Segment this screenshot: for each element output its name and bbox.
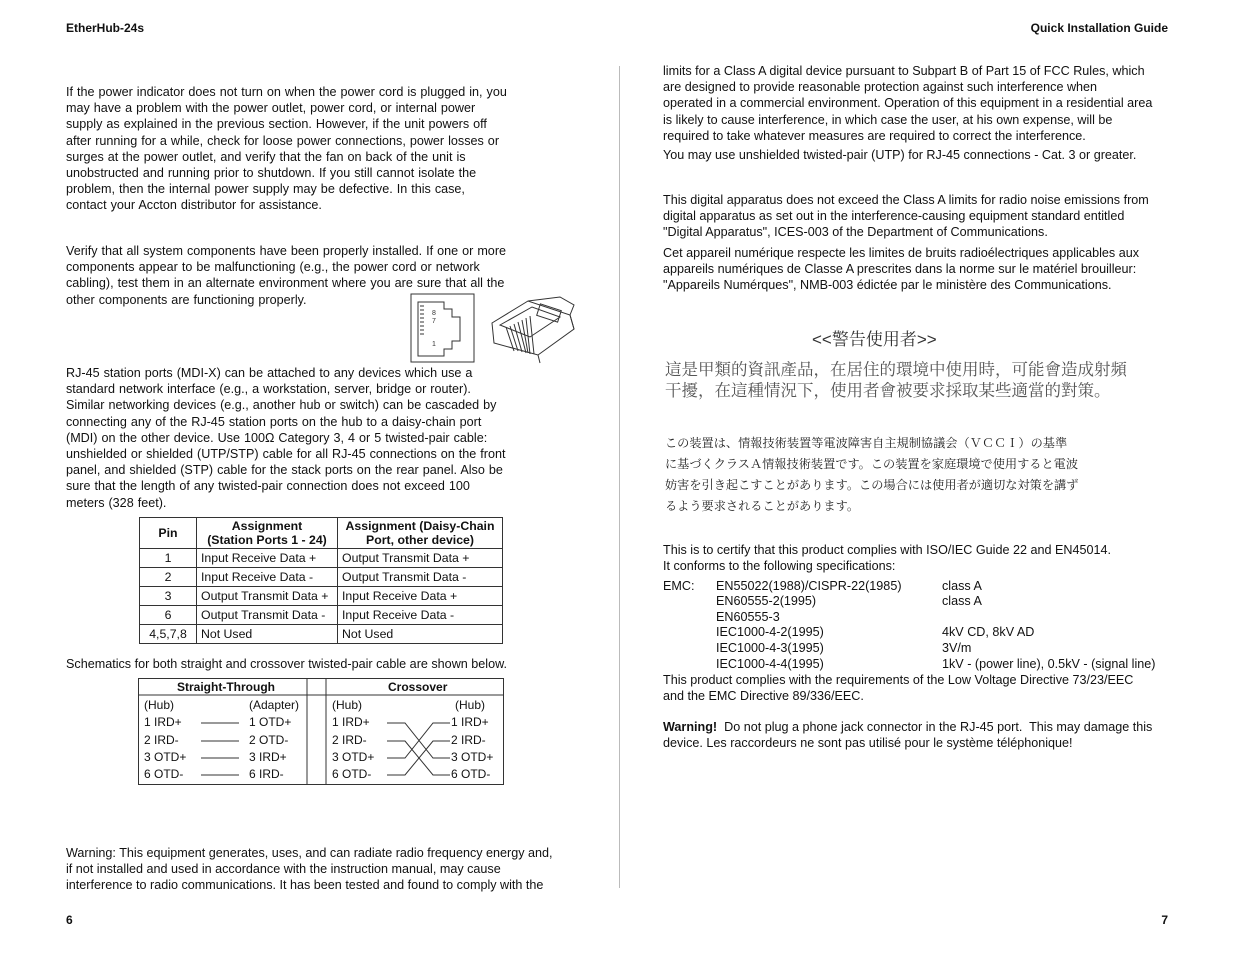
utp-note: You may use unshielded twisted-pair (UTP) for RJ-45 connections - Cat. 3 or greater.: [663, 148, 1137, 162]
vcci-line-2: に基づくクラスＡ情報技術装置です。この装置を家庭環境で使用すると電波: [665, 457, 1079, 471]
table-row: 4,5,7,8 Not Used Not Used: [140, 625, 503, 644]
pin-assignment-table: [139, 517, 503, 644]
emc-spec-standard: IEC1000-4-2(1995): [716, 625, 824, 639]
crossover-title: Crossover: [388, 680, 448, 694]
running-header-left: EtherHub-24s: [66, 21, 145, 35]
port-pin-label-8: 8: [432, 310, 436, 317]
running-header-right: Quick Installation Guide: [1030, 21, 1168, 35]
port-pin-label-7: 7: [432, 318, 436, 325]
emc-spec-value: 3V/m: [942, 641, 972, 655]
emc-spec-value: class A: [942, 594, 982, 608]
fcc-warning-paragraph: Warning: This equipment generates, uses, and can radiate radio frequency energy and, if not installed and used in accordance with the instruction manual, may cause interference to radio communications. It has been tested and found to comply with the: [66, 846, 553, 893]
emc-spec-standard: EN60555-3: [716, 610, 780, 624]
vcci-line-1: この装置は、情報技術装置等電波障害自主規制協議会（ＶＣＣＩ）の基準: [665, 436, 1068, 450]
vcci-line-3: 妨害を引き起こすことがあります。この場合には使用者が適切な対策を講ず: [665, 478, 1079, 492]
pin-table-header-row: [140, 518, 503, 549]
pin-header: Pin: [140, 518, 197, 549]
page-number-right: 7: [1161, 913, 1168, 927]
vcci-line-4: るよう要求されることがあります。: [665, 499, 860, 513]
daisy-chain-assignment-header: Assignment (Daisy-Chain Port, other device): [338, 518, 503, 549]
table-row: 1 Input Receive Data + Output Transmit Data +: [140, 549, 503, 568]
fcc-limits-paragraph: limits for a Class A digital device pursuant to Subpart B of Part 15 of FCC Rules, which are designed to provide reasonable protection against such interference when operated in a commercial environment. Operation of this equipment in a residential area is likely to cause interference, in which case the user, at his own expense, will be required to take whatever measures are required to correct the interference.: [663, 64, 1153, 143]
warning-label: Warning!: [663, 720, 718, 734]
rj45-port-icon: [411, 294, 474, 362]
lvd-paragraph: This product complies with the requirements of the Low Voltage Directive 73/23/EEC and the EMC Directive 89/336/EEC.: [663, 673, 1134, 704]
port-pin-label-1: 1: [432, 341, 436, 348]
schematic-lines: [139, 679, 503, 784]
canada-english-paragraph: This digital apparatus does not exceed the Class A limits for radio noise emissions from digital apparatus as set out in the interference-causing equipment standard entitled "Digital Apparatus", ICES-003 of the Department of Communications.: [663, 193, 1149, 240]
page-divider: [619, 66, 620, 888]
phone-jack-warning: Warning! Do not plug a phone jack connector in the RJ-45 port. This may damage this device. Les raccordeurs ne sont pas utilisé pour le système téléphonique!: [663, 720, 1153, 751]
page-number-left: 6: [66, 913, 73, 927]
emc-label: EMC:: [663, 579, 695, 593]
rj45-ports-paragraph: RJ-45 station ports (MDI-X) can be attached to any devices which use a standard network interface (e.g., a workstation, server, bridge or router). Similar networking devices (e.g., another hub or switch) can be cascaded by connecting any of the RJ-45 station ports on the hub to a daisy-chain port (MDI) on the other device. Use 100Ω Category 3, 4 or 5 twisted-pair cable: unshielded or shielded (UTP/STP) cable for all RJ-45 connections on the front panel, and shielded (STP) cable for the stack ports on the rear panel. Also be sure that the length of any twisted-pair connection does not exceed 100 meters (328 feet).: [66, 366, 506, 510]
emc-spec-value: 1kV - (power line), 0.5kV - (signal line): [942, 657, 1156, 671]
emc-spec-standard: IEC1000-4-3(1995): [716, 641, 824, 655]
cable-schematic: Straight-Through Crossover (Hub) (Adapter) (Hub) (Hub) 1 IRD+ 1 OTD+ 2 IRD- 2 OTD- 3 OTD+ 3 IRD+ 6 OTD- 6 IRD- 1 IRD+ 1 IRD+ 2 IRD- 2 IRD- 3 OTD+ 3 OTD+ 6 OTD- 6 OTD-: [138, 678, 504, 785]
schematics-caption: Schematics for both straight and crossover twisted-pair cable are shown below.: [66, 657, 507, 671]
table-row: 3 Output Transmit Data + Input Receive Data +: [140, 587, 503, 606]
power-troubleshooting-paragraph: If the power indicator does not turn on when the power cord is plugged in, you may have a problem with the power outlet, power cord, or internal power supply as explained in the previous section. However, if the unit powers off after running for a while, check for loose power connections, power losses or surges at the power outlet, and verify that the fan on back of the unit is unobstructed and running prior to shutdown. If you still cannot isolate the problem, then the internal power supply may be defective. In this case, contact your Accton distributor for assistance.: [66, 85, 507, 213]
emc-spec-standard: EN55022(1988)/CISPR-22(1985): [716, 579, 902, 593]
taiwan-warning-line-2: 干擾，在這種情況下，使用者會被要求採取某些適當的對策。: [665, 382, 1111, 400]
rj45-connector-illustration: [410, 293, 578, 365]
certification-paragraph: This is to certify that this product complies with ISO/IEC Guide 22 and EN45014. It conforms to the following specifications:: [663, 543, 1111, 574]
emc-spec-standard: EN60555-2(1995): [716, 594, 817, 608]
table-row: 6 Output Transmit Data - Input Receive Data -: [140, 606, 503, 625]
taiwan-warning-line-1: 這是甲類的資訊產品，在居住的環境中使用時，可能會造成射頻: [665, 361, 1127, 379]
straight-through-title: Straight-Through: [177, 680, 275, 694]
table-row: 2 Input Receive Data - Output Transmit Data -: [140, 568, 503, 587]
taiwan-warning-title: <<警告使用者>>: [812, 330, 937, 349]
canada-french-paragraph: Cet appareil numérique respecte les limites de bruits radioélectriques applicables aux appareils numériques de Classe A prescrites dans la norme sur le matériel brouilleur: "Appareils Numérques", NMB-003 édictée par le ministère des Communications.: [663, 246, 1140, 293]
emc-spec-standard: IEC1000-4-4(1995): [716, 657, 824, 671]
emc-spec-value: class A: [942, 579, 982, 593]
station-assignment-header: Assignment (Station Ports 1 - 24): [197, 518, 338, 549]
emc-spec-value: 4kV CD, 8kV AD: [942, 625, 1035, 639]
rj45-plug-icon: [492, 297, 574, 363]
verify-components-paragraph: Verify that all system components have been properly installed. If one or more components appear to be malfunctioning (e.g., the power cord or network cabling), test them in an alternate environment where you are sure that all the other components are functioning properly.: [66, 244, 507, 307]
